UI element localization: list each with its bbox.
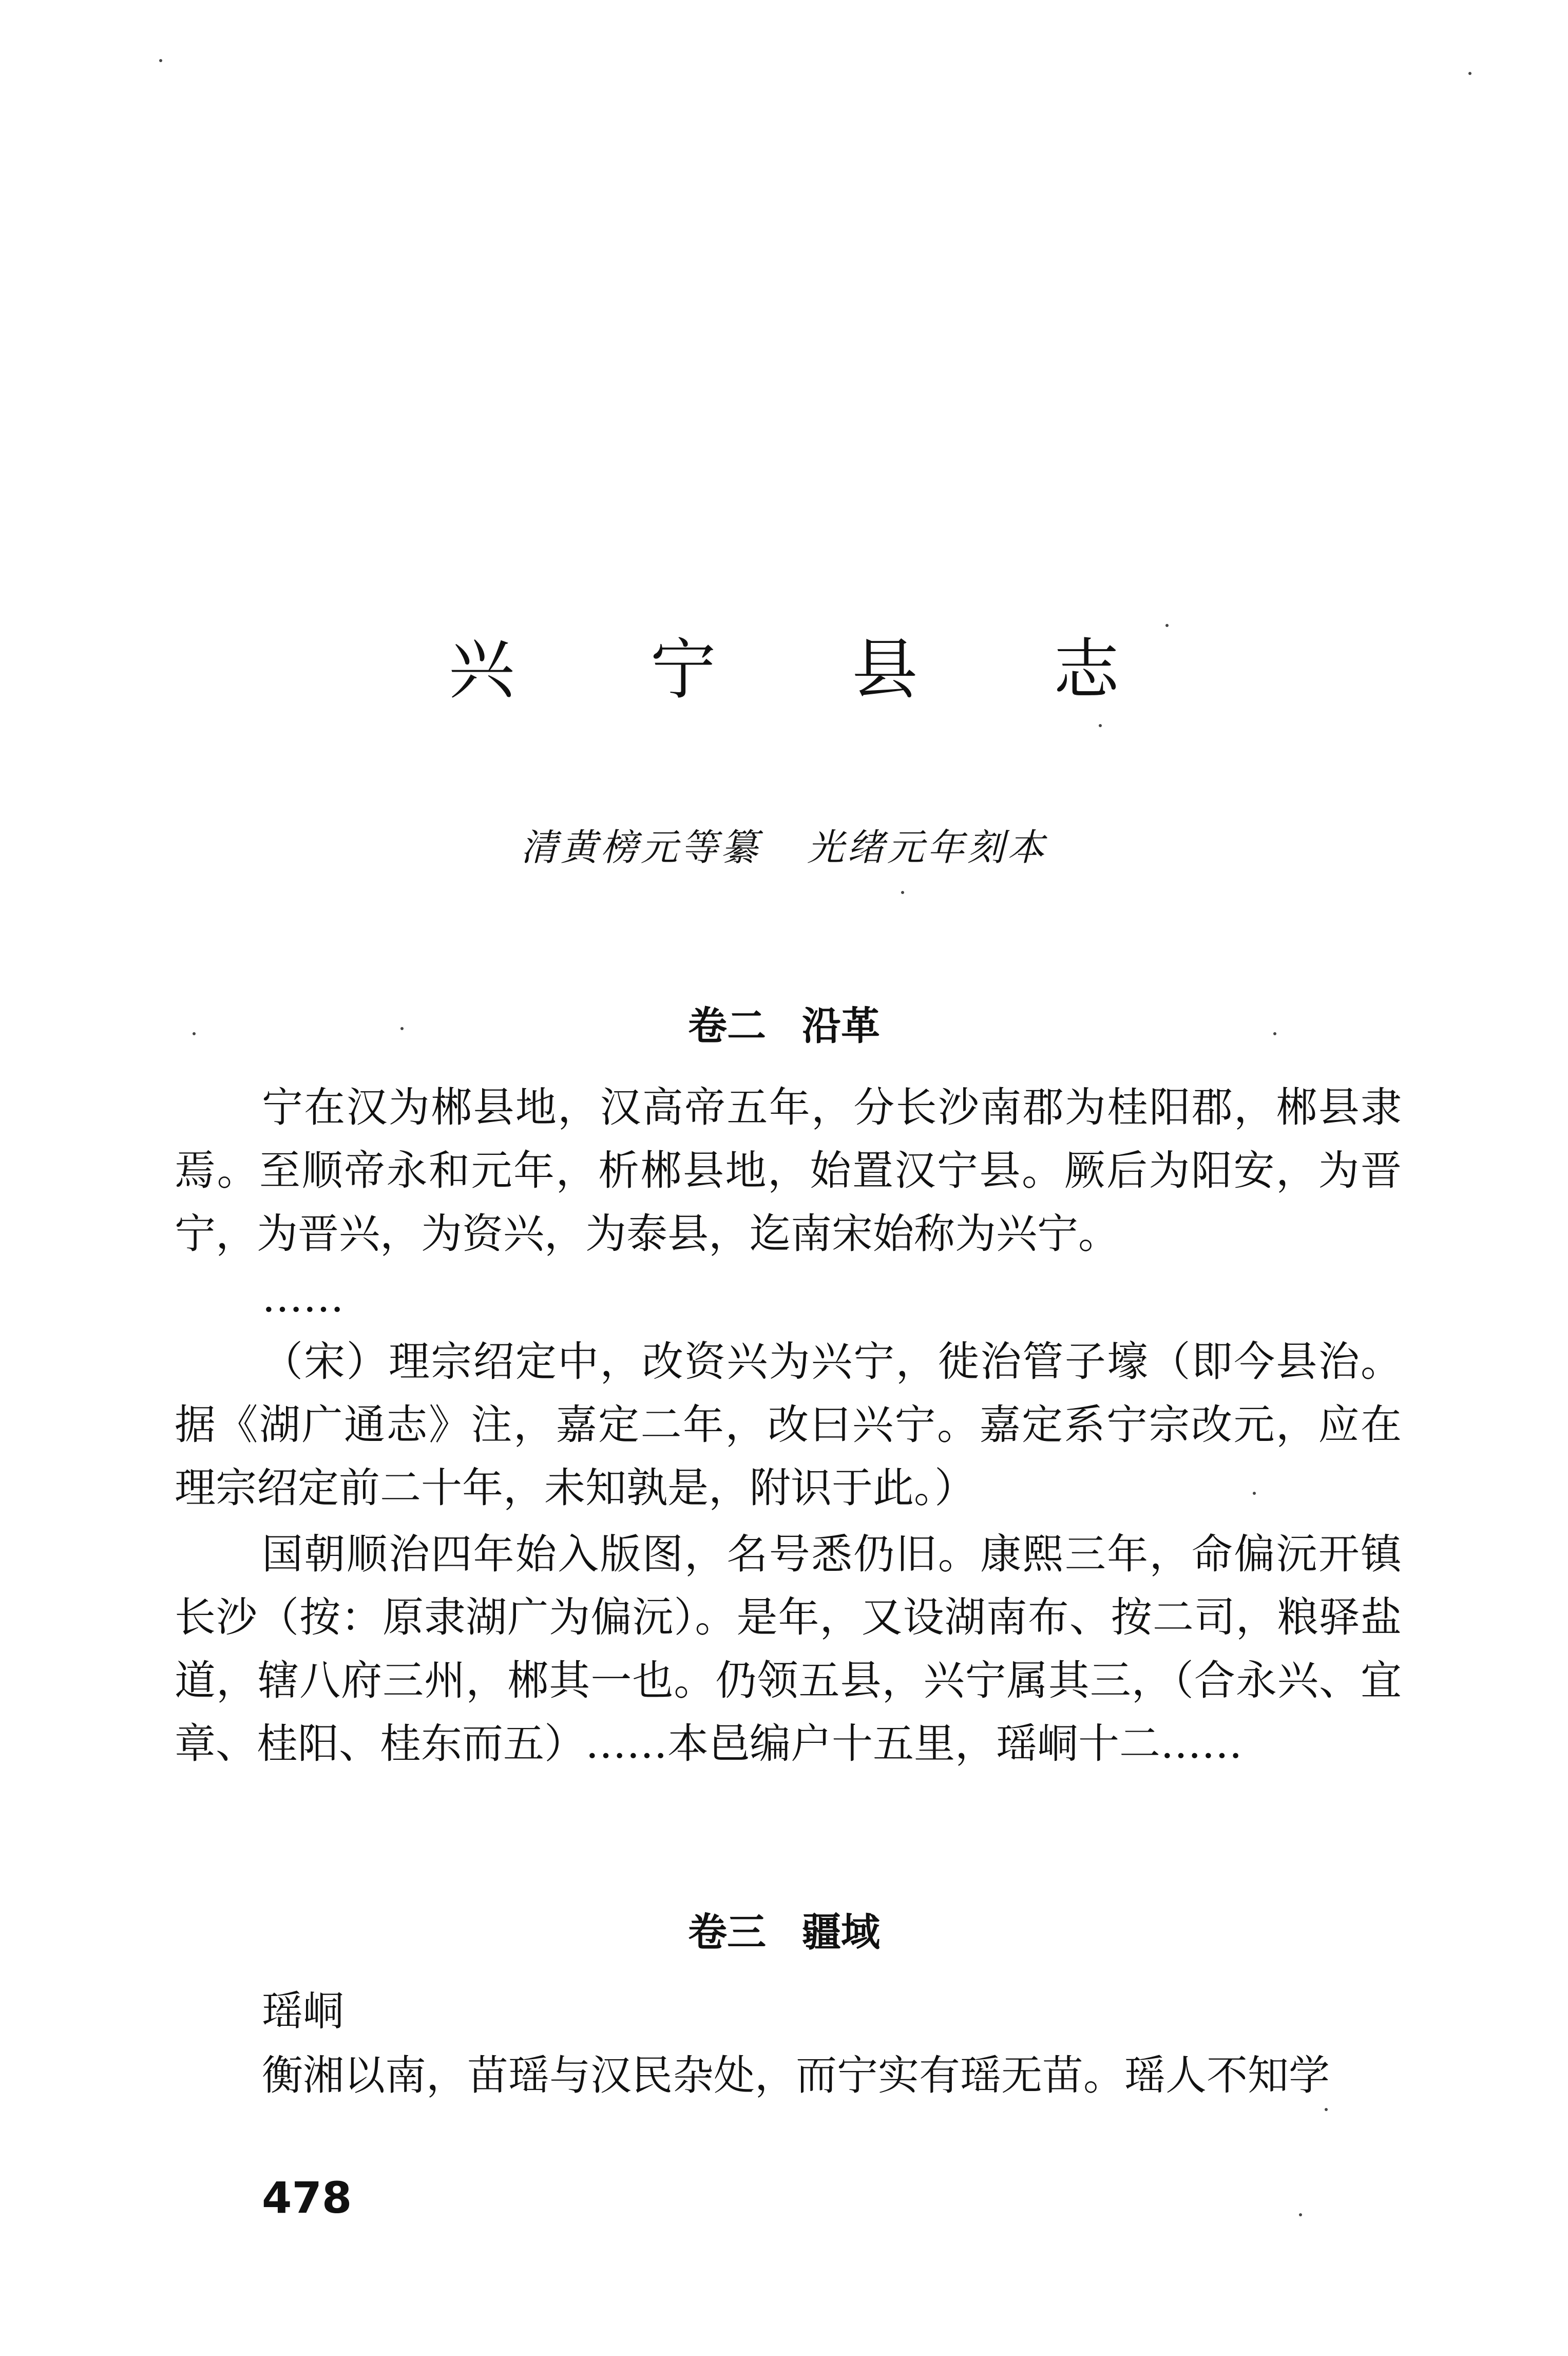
scan-speck xyxy=(901,891,904,894)
section-volume: 卷二 xyxy=(688,1003,766,1049)
compiler-note: 清黄榜元等纂 xyxy=(520,826,761,869)
source-note xyxy=(0,824,1568,870)
paragraph-origin: 宁在汉为郴县地，汉高帝五年，分长沙南郡为桂阳郡，郴县隶焉。至顺帝永和元年，析郴县地，始置汉宁县。厥后为阳安，为晋宁，为晋兴，为资兴，为泰县，迄南宋始称为兴宁。 xyxy=(175,1084,1402,1258)
edition-note: 光绪元年刻本 xyxy=(807,826,1048,869)
section-volume: 卷三 xyxy=(688,1909,766,1955)
scan-speck xyxy=(1299,2213,1302,2216)
section-heading-juan3 xyxy=(0,1908,1568,1957)
scan-speck xyxy=(193,1032,196,1035)
scan-speck xyxy=(1273,1032,1276,1035)
page-title: 兴 宁 县 志 xyxy=(448,632,1177,708)
section-name: 沿革 xyxy=(802,1003,880,1049)
scan-speck xyxy=(159,59,162,62)
scan-speck xyxy=(1325,2108,1328,2111)
paragraph-qing: 国朝顺治四年始入版图，名号悉仍旧。康熙三年，命偏沅开镇长沙（按：原隶湖广为偏沅）。是年，又设湖南布、按二司，粮驿盐道，辖八府三州，郴其一也。仍领五县，兴宁属其三，（合永兴、宜章、桂阳、桂东而五）……本邑编户十五里，瑶峒十二…… xyxy=(175,1530,1402,1768)
section-heading-juan2 xyxy=(0,1001,1568,1051)
scan-speck xyxy=(1468,72,1471,75)
paragraph-song: （宋）理宗绍定中，改资兴为兴宁，徙治管子壕（即今县治。据《湖广通志》注，嘉定二年，改曰兴宁。嘉定系宁宗改元，应在理宗绍定前二十年，未知孰是，附识于此。） xyxy=(175,1338,1402,1512)
page-number: 478 xyxy=(262,2173,352,2223)
section-name: 疆域 xyxy=(802,1909,880,1955)
ellipsis: …… xyxy=(262,1274,344,1321)
paragraph-yao: 衡湘以南，苗瑶与汉民杂处，而宁实有瑶无苗。瑶人不知学 xyxy=(262,2051,1330,2099)
scan-speck xyxy=(1099,724,1102,727)
scan-speck xyxy=(1165,624,1169,627)
scan-speck xyxy=(1253,1492,1256,1495)
sub-heading-yaodong: 瑶峒 xyxy=(262,1987,344,2035)
scan-speck xyxy=(400,1027,404,1030)
